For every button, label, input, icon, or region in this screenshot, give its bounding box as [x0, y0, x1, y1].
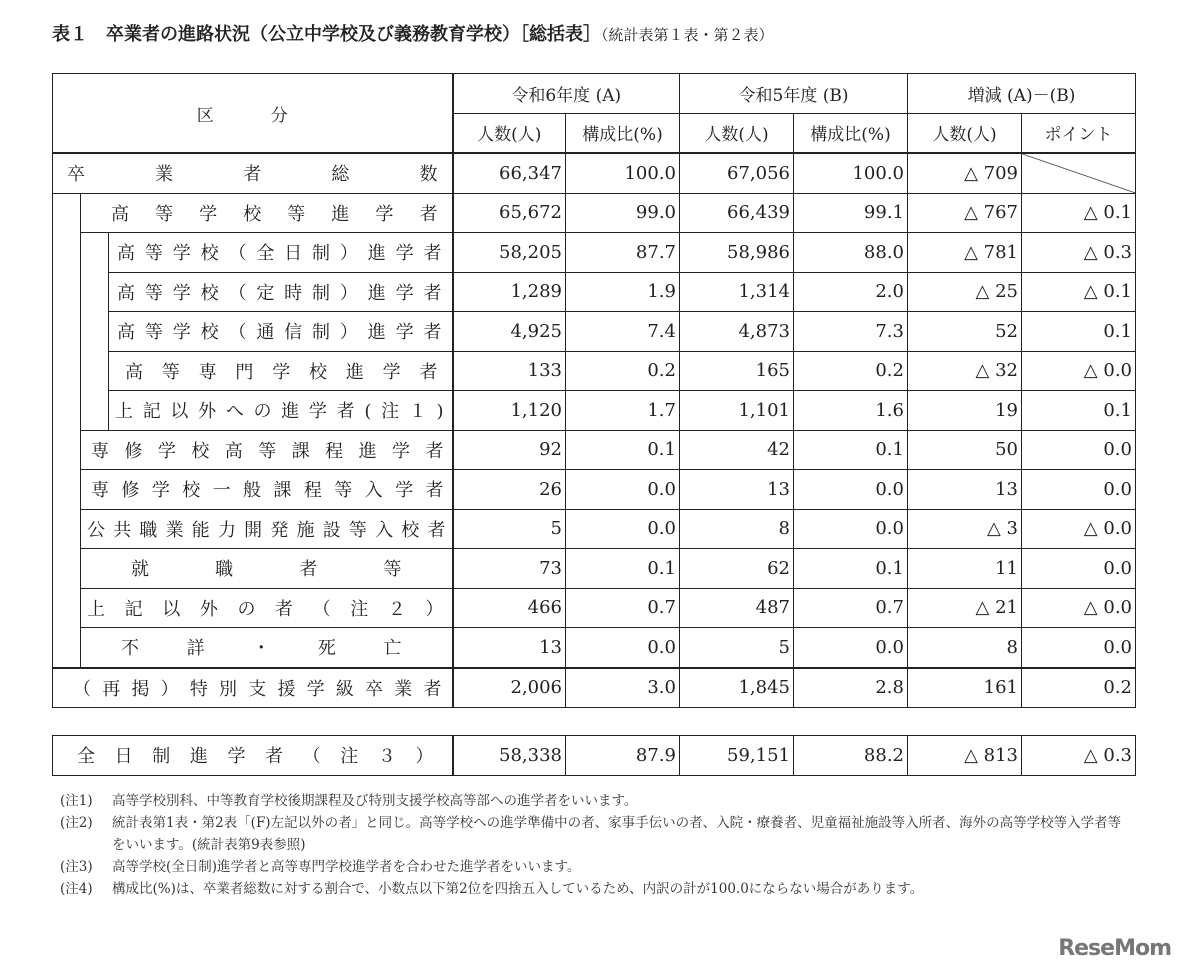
indent-cell — [81, 233, 109, 431]
row-label: 専修学校高等課程進学者 — [81, 430, 453, 470]
table-row — [53, 736, 1136, 776]
footnote — [60, 878, 1135, 900]
row-label: 高等学校（通信制）進学者 — [109, 312, 453, 352]
cell: 0.1 — [794, 549, 908, 589]
row-label: 公共職業能力開発施設等入校者 — [81, 509, 453, 549]
cell: △ 0.1 — [1022, 193, 1136, 233]
table-row — [53, 233, 1136, 273]
cell: 0.2 — [1022, 668, 1136, 708]
footnote-key: (注3) — [60, 859, 93, 875]
cell: 73 — [453, 549, 566, 589]
header-col: 人数(人) — [908, 113, 1022, 153]
cell: 88.0 — [794, 233, 908, 273]
cell: 1,101 — [680, 391, 794, 431]
cell: 13 — [680, 470, 794, 510]
cell: 4,925 — [453, 312, 566, 352]
cell: 0.7 — [566, 588, 680, 628]
table-row — [53, 470, 1136, 510]
header-col: 人数(人) — [453, 113, 566, 153]
diagonal-cell — [1022, 153, 1136, 193]
cell: 100.0 — [794, 153, 908, 193]
row-label: （再掲）特別支援学級卒業者 — [53, 668, 453, 708]
table-row — [53, 628, 1136, 668]
table-row — [53, 391, 1136, 431]
cell: 2.8 — [794, 668, 908, 708]
footnote-text: 高等学校(全日制)進学者と高等専門学校進学者を合わせた進学者をいいます。 — [112, 859, 581, 875]
table-row — [53, 588, 1136, 628]
table-row — [53, 153, 1136, 193]
header-col: ポイント — [1022, 113, 1136, 153]
summary-table — [52, 73, 1136, 708]
cell: 11 — [908, 549, 1022, 589]
cell: 0.0 — [794, 470, 908, 510]
cell: △ 0.0 — [1022, 509, 1136, 549]
cell: 0.0 — [566, 509, 680, 549]
cell: 66,439 — [680, 193, 794, 233]
cell: 1,314 — [680, 272, 794, 312]
header-col: 構成比(%) — [794, 113, 908, 153]
cell: 466 — [453, 588, 566, 628]
footnote-text: 構成比(%)は、卒業者総数に対する割合で、小数点以下第2位を四捨五入しているため、内訳の計が100.0にならない場合があります。 — [112, 881, 924, 897]
cell: 165 — [680, 351, 794, 391]
header-group-diff: 増減 (A)－(B) — [908, 74, 1136, 114]
cell: 100.0 — [566, 153, 680, 193]
cell: △ 25 — [908, 272, 1022, 312]
cell: 5 — [680, 628, 794, 668]
cell: 88.2 — [794, 736, 908, 776]
cell: 0.0 — [1022, 628, 1136, 668]
cell: 13 — [908, 470, 1022, 510]
cell: 87.7 — [566, 233, 680, 273]
cell: 0.1 — [794, 430, 908, 470]
cell: 0.1 — [566, 549, 680, 589]
cell: △ 3 — [908, 509, 1022, 549]
header-category: 区 分 — [53, 74, 453, 154]
cell: △ 767 — [908, 193, 1022, 233]
cell: 0.0 — [794, 509, 908, 549]
row-label: 卒業者総数 — [53, 153, 453, 193]
cell: 99.0 — [566, 193, 680, 233]
row-label: 上記以外への進学者(注１) — [109, 391, 453, 431]
cell: 1.6 — [794, 391, 908, 431]
row-label: 専修学校一般課程等入学者 — [81, 470, 453, 510]
row-label: 就職者等 — [81, 549, 453, 589]
row-label: 高等学校（定時制）進学者 — [109, 272, 453, 312]
row-label: 全日制進学者（注３） — [53, 736, 453, 776]
cell: △ 0.0 — [1022, 351, 1136, 391]
table-title — [52, 20, 774, 46]
footnote — [60, 812, 1130, 856]
cell: 0.1 — [566, 430, 680, 470]
cell: 0.7 — [794, 588, 908, 628]
cell: 2.0 — [794, 272, 908, 312]
cell: △ 813 — [908, 736, 1022, 776]
cell: 0.0 — [1022, 470, 1136, 510]
footnote — [60, 856, 1135, 878]
cell: 0.1 — [1022, 391, 1136, 431]
cell: 62 — [680, 549, 794, 589]
cell: 66,347 — [453, 153, 566, 193]
cell: 0.0 — [794, 628, 908, 668]
header-col: 構成比(%) — [566, 113, 680, 153]
table-row — [53, 668, 1136, 708]
cell: 58,205 — [453, 233, 566, 273]
cell: 133 — [453, 351, 566, 391]
footnote-text: 高等学校別科、中等教育学校後期課程及び特別支援学校高等部への進学者をいいます。 — [112, 793, 638, 809]
cell: 92 — [453, 430, 566, 470]
header-group-a: 令和6年度 (A) — [453, 74, 680, 114]
table-row — [53, 430, 1136, 470]
cell: 26 — [453, 470, 566, 510]
cell: 52 — [908, 312, 1022, 352]
cell: 1.7 — [566, 391, 680, 431]
cell: 19 — [908, 391, 1022, 431]
row-label: 高等学校等進学者 — [81, 193, 453, 233]
cell: 5 — [453, 509, 566, 549]
cell: 0.0 — [566, 470, 680, 510]
cell: 42 — [680, 430, 794, 470]
row-label: 高等学校（全日制）進学者 — [109, 233, 453, 273]
cell: △ 0.3 — [1022, 736, 1136, 776]
row-label: 上記以外の者（注２） — [81, 588, 453, 628]
cell: 0.2 — [566, 351, 680, 391]
cell: △ 0.0 — [1022, 588, 1136, 628]
footnote-key: (注4) — [60, 881, 93, 897]
row-label: 不詳・死亡 — [81, 628, 453, 668]
cell: 7.4 — [566, 312, 680, 352]
footnote-key: (注1) — [60, 793, 93, 809]
cell: 7.3 — [794, 312, 908, 352]
cell: 58,338 — [453, 736, 566, 776]
cell: 161 — [908, 668, 1022, 708]
cell: 13 — [453, 628, 566, 668]
table-row — [53, 272, 1136, 312]
table-row — [53, 351, 1136, 391]
cell: △ 781 — [908, 233, 1022, 273]
cell: 99.1 — [794, 193, 908, 233]
cell: 50 — [908, 430, 1022, 470]
table-row — [53, 509, 1136, 549]
cell: 487 — [680, 588, 794, 628]
cell: 8 — [908, 628, 1022, 668]
footnote-key: (注2) — [60, 815, 93, 831]
cell: 1,120 — [453, 391, 566, 431]
cell: 0.0 — [566, 628, 680, 668]
cell: △ 21 — [908, 588, 1022, 628]
resemom-logo: ReseMom — [1058, 936, 1171, 961]
cell: △ 709 — [908, 153, 1022, 193]
cell: △ 0.3 — [1022, 233, 1136, 273]
cell: 1,845 — [680, 668, 794, 708]
cell: 58,986 — [680, 233, 794, 273]
table-row — [53, 312, 1136, 352]
footnote-text: 統計表第1表・第2表「(F)左記以外の者」と同じ。高等学校への進学準備中の者、家事手伝いの者、入院・療養者、児童福祉施設等入所者、海外の高等学校等入学者等をいいます。(統計表第9表参照) — [112, 815, 1122, 853]
header-group-b: 令和5年度 (B) — [680, 74, 908, 114]
cell: 4,873 — [680, 312, 794, 352]
row-label: 高等専門学校進学者 — [109, 351, 453, 391]
cell: 8 — [680, 509, 794, 549]
cell: 2,006 — [453, 668, 566, 708]
title-main: 表１ 卒業者の進路状況（公立中学校及び義務教育学校）［総括表］ — [52, 24, 601, 45]
cell: △ 0.1 — [1022, 272, 1136, 312]
cell: 1,289 — [453, 272, 566, 312]
cell: 3.0 — [566, 668, 680, 708]
cell: 0.1 — [1022, 312, 1136, 352]
cell: 59,151 — [680, 736, 794, 776]
table-row — [53, 549, 1136, 589]
cell: △ 32 — [908, 351, 1022, 391]
cell: 1.9 — [566, 272, 680, 312]
table-row — [53, 193, 1136, 233]
cell: 87.9 — [566, 736, 680, 776]
cell: 0.0 — [1022, 549, 1136, 589]
cell: 65,672 — [453, 193, 566, 233]
cell: 0.0 — [1022, 430, 1136, 470]
indent-cell — [53, 193, 81, 668]
cell: 0.2 — [794, 351, 908, 391]
extra-table — [52, 735, 1136, 776]
title-sub: （統計表第１表・第２表） — [601, 26, 774, 44]
header-col: 人数(人) — [680, 113, 794, 153]
footnotes — [60, 790, 1135, 900]
footnote — [60, 790, 1135, 812]
cell: 67,056 — [680, 153, 794, 193]
